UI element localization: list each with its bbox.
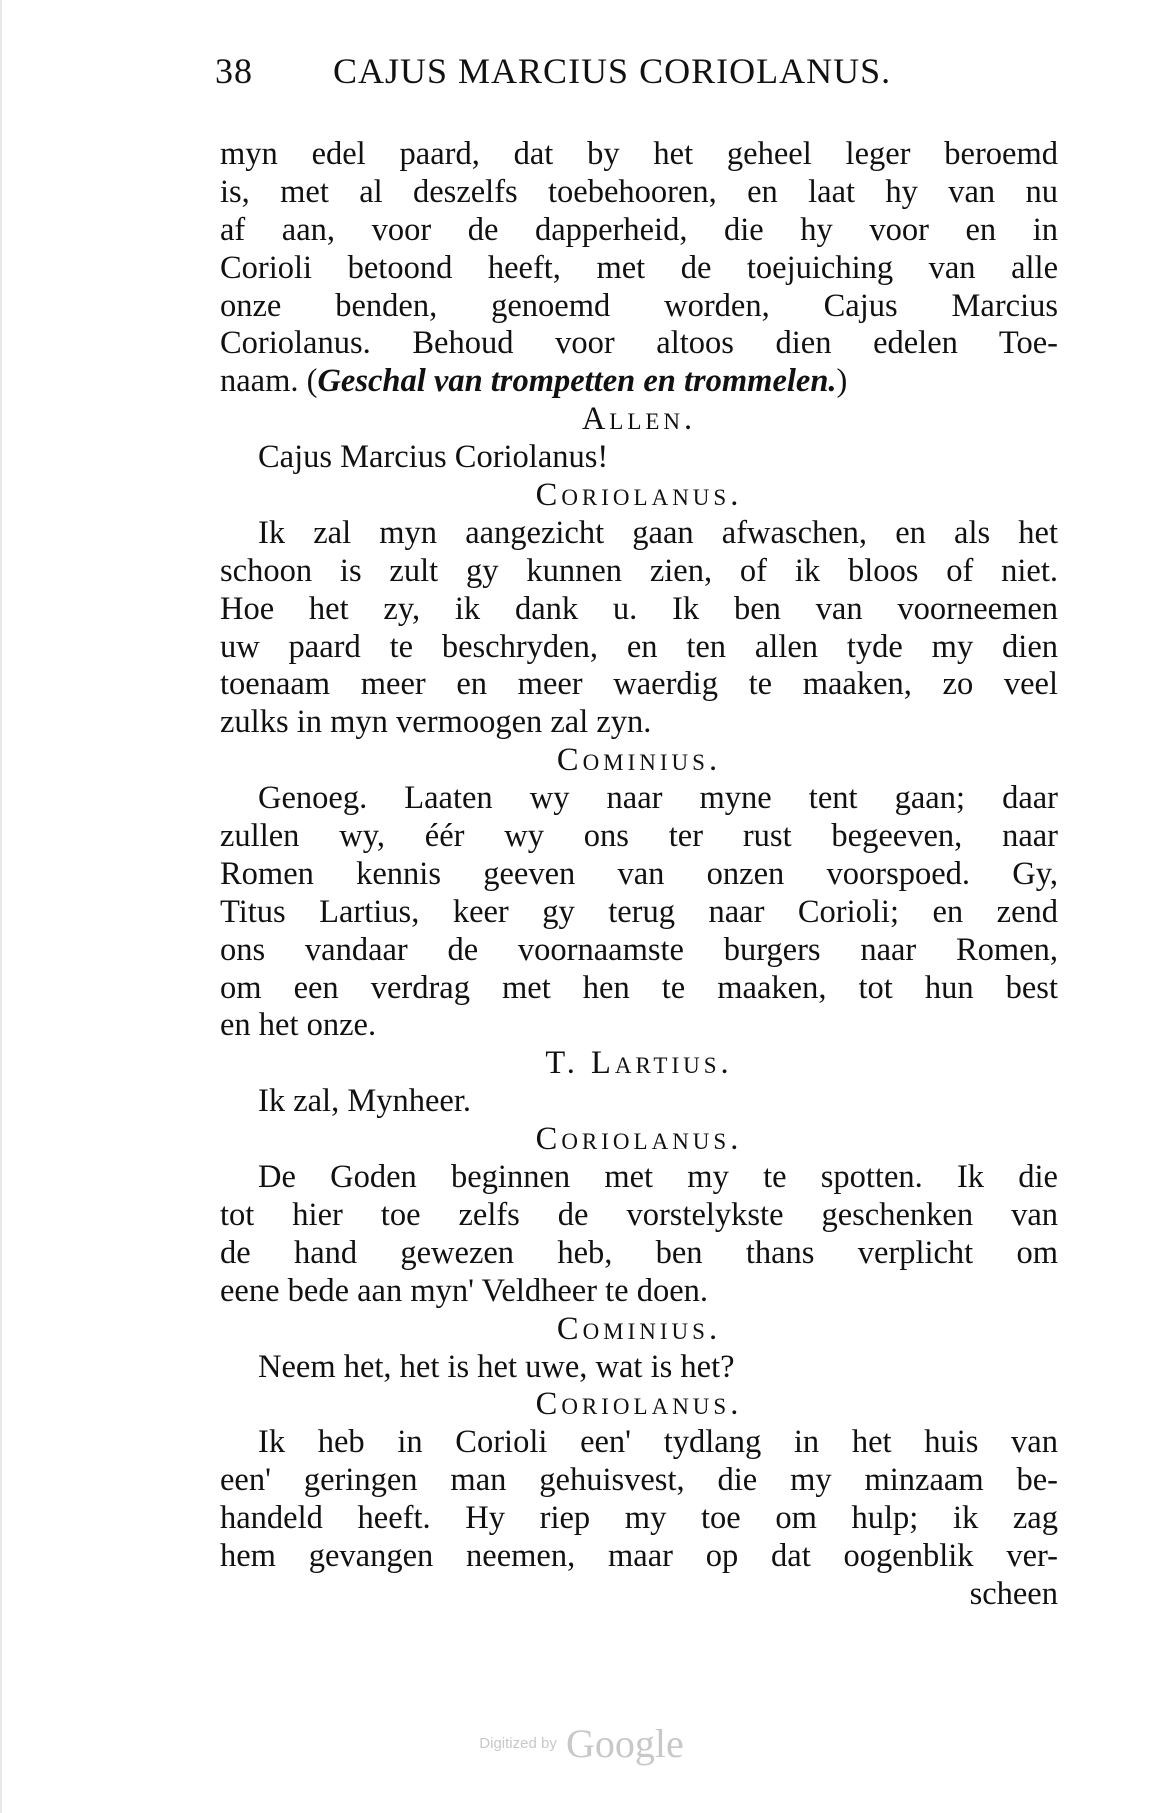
text-line <box>220 1576 1058 1614</box>
speaker-name <box>220 1045 1058 1083</box>
text-segment: Cominius. <box>556 1310 722 1347</box>
text-line <box>220 780 1058 818</box>
body-text <box>220 136 1058 1614</box>
page-edge <box>0 0 2 1813</box>
text-segment: zulks in myn vermoogen zal zyn. <box>220 704 652 741</box>
text-segment: schoon is zult gy kunnen zien, of ik bloos of niet. <box>220 552 1058 589</box>
running-title: CAJUS MARCIUS CORIOLANUS. <box>333 51 892 91</box>
text-line <box>220 894 1058 932</box>
text-segment: Romen kennis geeven van onzen voorspoed. Gy, <box>220 855 1058 892</box>
text-segment: naam. ( <box>220 363 318 400</box>
text-segment: tot hier toe zelfs de vorstelykste geschenken van <box>220 1196 1058 1233</box>
text-line <box>220 1500 1058 1538</box>
text-line <box>220 1538 1058 1576</box>
speaker-name <box>220 1386 1058 1424</box>
text-line <box>220 1197 1058 1235</box>
text-line <box>220 174 1058 212</box>
text-segment: is, met al deszelfs toebehooren, en laat hy van nu <box>220 173 1058 210</box>
text-segment: af aan, voor de dapperheid, die hy voor en in <box>220 211 1058 248</box>
text-segment: de hand gewezen heb, ben thans verplicht om <box>220 1234 1058 1271</box>
text-line <box>220 250 1058 288</box>
text-line <box>220 629 1058 667</box>
text-line <box>220 1159 1058 1197</box>
text-line <box>220 1007 1058 1045</box>
text-segment: Ik zal myn aangezicht gaan afwaschen, en als het <box>258 514 1058 551</box>
text-segment: Hoe het zy, ik dank u. Ik ben van voorneemen <box>220 590 1058 627</box>
text-segment: Coriolanus. Behoud voor altoos dien edelen Toe- <box>220 325 1058 362</box>
digitized-by-text: Digitized by <box>479 1735 557 1752</box>
text-segment: eene bede aan myn' Veldheer te doen. <box>220 1272 709 1309</box>
text-line <box>220 818 1058 856</box>
speaker-name <box>220 1311 1058 1349</box>
text-segment: hem gevangen neemen, maar op dat oogenblik ver- <box>220 1537 1058 1574</box>
text-line <box>220 325 1058 363</box>
text-segment: ) <box>836 363 848 400</box>
text-segment: Coriolanus. <box>535 477 743 514</box>
text-line <box>220 1273 1058 1311</box>
text-segment: scheen <box>969 1575 1058 1612</box>
speaker-name <box>220 401 1058 439</box>
text-line <box>220 1235 1058 1273</box>
text-segment: Cominius. <box>556 742 722 779</box>
speaker-name <box>220 1121 1058 1159</box>
text-segment: Ik heb in Corioli een' tydlang in het huis van <box>258 1424 1058 1461</box>
text-segment: Neem het, het is het uwe, wat is het? <box>258 1348 735 1385</box>
text-line <box>220 666 1058 704</box>
text-line <box>220 1424 1058 1462</box>
text-line <box>220 439 1058 477</box>
text-segment: Coriolanus. <box>535 1386 743 1423</box>
text-line <box>220 856 1058 894</box>
text-line <box>220 591 1058 629</box>
text-segment: Coriolanus. <box>535 1121 743 1158</box>
running-header <box>215 50 975 100</box>
digitization-watermark <box>0 1720 1163 1767</box>
text-segment: onze benden, genoemd worden, Cajus Marcius <box>220 287 1058 324</box>
stage-direction: Geschal van trompetten en trommelen. <box>317 363 837 400</box>
text-line <box>220 288 1058 326</box>
text-line <box>220 704 1058 742</box>
text-segment: en het onze. <box>220 1007 377 1044</box>
text-segment: Allen. <box>581 401 697 438</box>
text-line <box>220 1083 1058 1121</box>
text-line <box>220 136 1058 174</box>
text-segment: om een verdrag met hen te maaken, tot hun best <box>220 969 1058 1006</box>
text-line <box>220 932 1058 970</box>
text-segment: een' geringen man gehuisvest, die my minzaam be- <box>220 1462 1058 1499</box>
text-line <box>220 363 1058 401</box>
text-line <box>220 1349 1058 1387</box>
text-line <box>220 515 1058 553</box>
text-segment: myn edel paard, dat by het geheel leger beroemd <box>220 136 1058 172</box>
text-segment: uw paard te beschryden, en ten allen tyde my dien <box>220 628 1058 665</box>
text-line <box>220 970 1058 1008</box>
page-number: 38 <box>215 51 253 91</box>
text-segment: zullen wy, éér wy ons ter rust begeeven, naar <box>220 818 1058 855</box>
text-segment: Genoeg. Laaten wy naar myne tent gaan; daar <box>258 780 1058 817</box>
text-segment: Ik zal, Mynheer. <box>258 1083 471 1120</box>
google-logo: Google <box>565 1721 684 1766</box>
text-line <box>220 212 1058 250</box>
speaker-name <box>220 477 1058 515</box>
text-segment: Cajus Marcius Coriolanus! <box>258 439 609 476</box>
text-segment: ons vandaar de voornaamste burgers naar Romen, <box>220 931 1058 968</box>
text-segment: toenaam meer en meer waerdig te maaken, zo veel <box>220 666 1058 703</box>
text-segment: handeld heeft. Hy riep my toe om hulp; ik zag <box>220 1500 1058 1537</box>
text-line <box>220 553 1058 591</box>
text-segment: T. Lartius. <box>545 1045 733 1082</box>
speaker-name <box>220 742 1058 780</box>
text-segment: Titus Lartius, keer gy terug naar Corioli; en zend <box>220 893 1058 930</box>
text-segment: Corioli betoond heeft, met de toejuiching van alle <box>220 249 1058 286</box>
text-segment: De Goden beginnen met my te spotten. Ik die <box>258 1159 1058 1196</box>
text-line <box>220 1462 1058 1500</box>
